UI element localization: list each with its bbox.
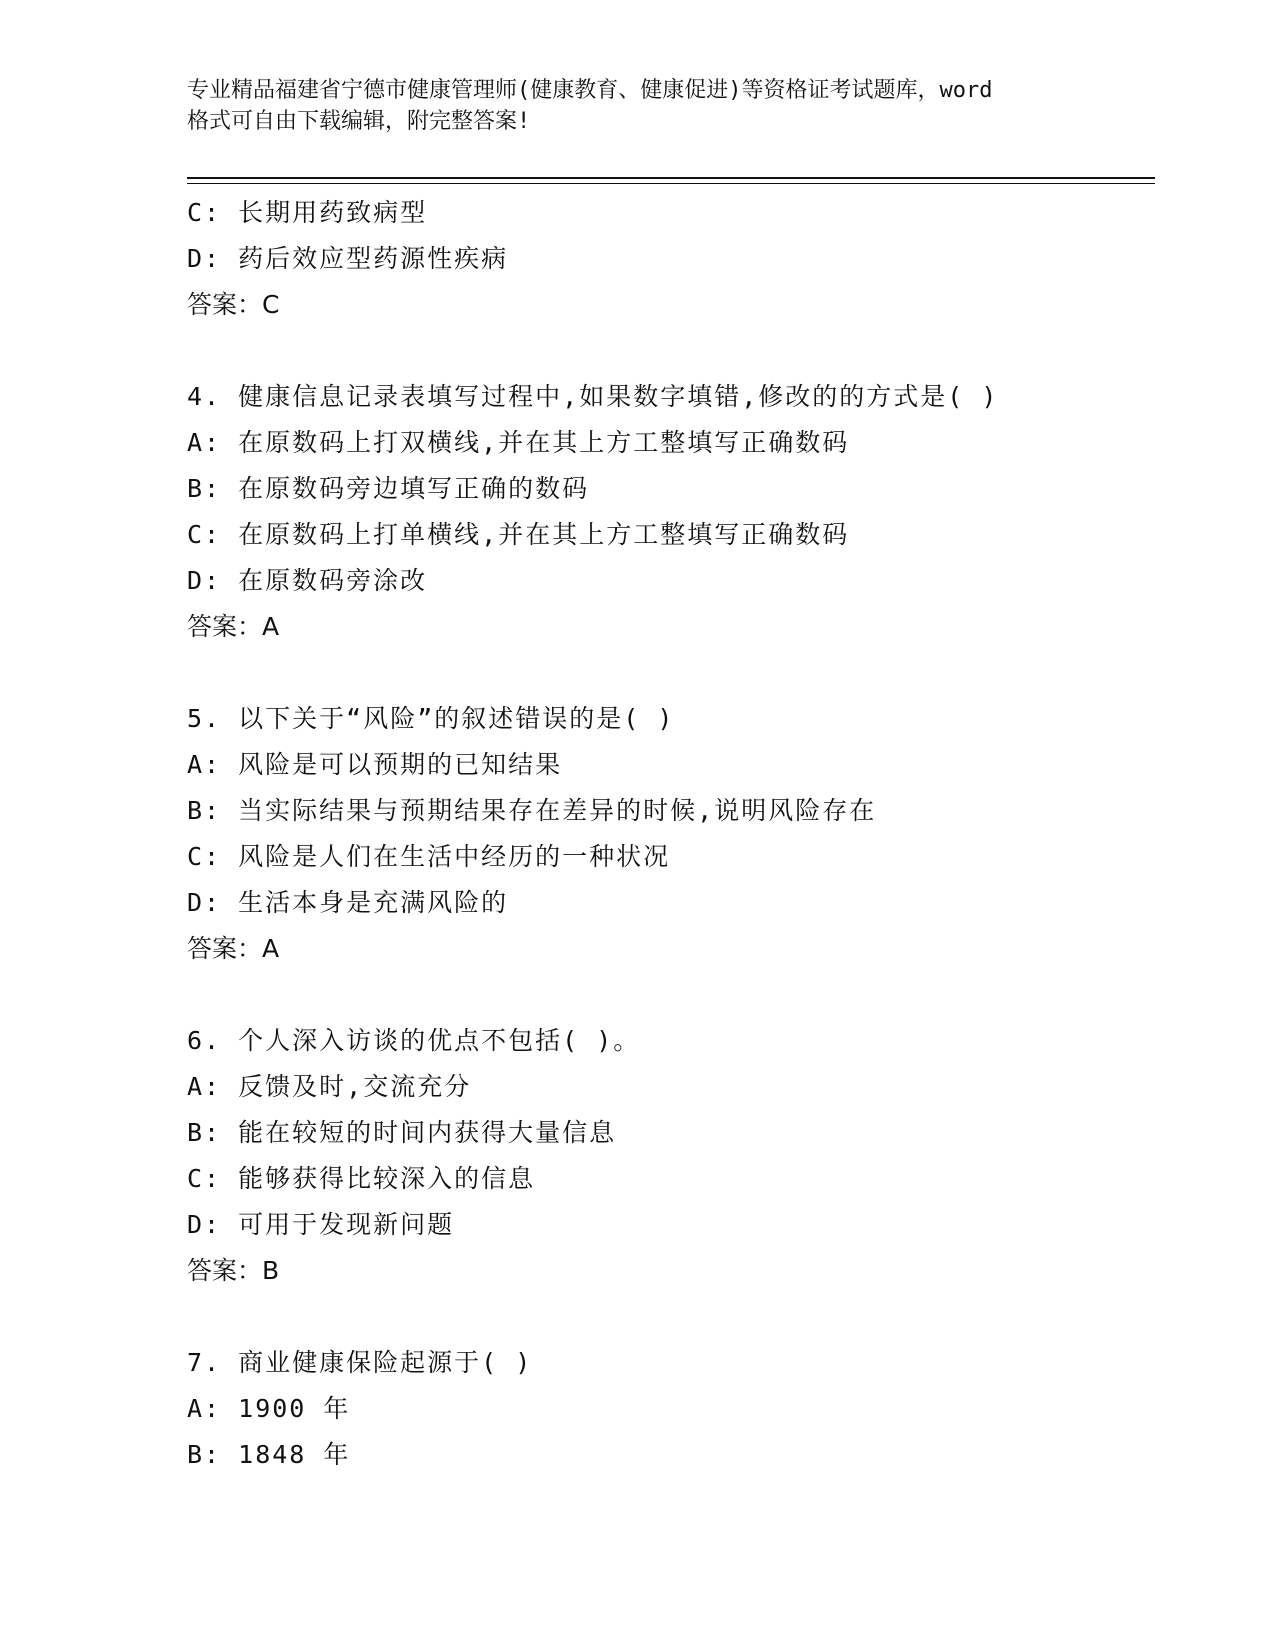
answer-line: 答案：B [187,1256,280,1285]
answer-line: 答案：A [187,934,280,963]
option-d: D: 在原数码旁涂改 [187,566,428,595]
option-c: C: 长期用药致病型 [187,198,428,227]
spacer [187,972,1155,1018]
question-block-7 [187,1340,1155,1478]
spacer [187,650,1155,696]
spacer [187,328,1155,374]
header-line-1: 专业精品福建省宁德市健康管理师(健康教育、健康促进)等资格证考试题库，word [187,78,993,103]
option-a: A: 风险是可以预期的已知结果 [187,750,563,779]
question-stem: 4. 健康信息记录表填写过程中,如果数字填错,修改的的方式是( ) [187,382,999,411]
option-d: D: 生活本身是充满风险的 [187,888,509,917]
question-block-3 [187,190,1155,328]
option-c: C: 风险是人们在生活中经历的一种状况 [187,842,671,871]
question-stem: 5. 以下关于“风险”的叙述错误的是( ) [187,704,675,733]
question-stem: 7. 商业健康保险起源于( ) [187,1348,533,1377]
question-block-4 [187,374,1155,650]
question-stem: 6. 个人深入访谈的优点不包括( )。 [187,1026,641,1055]
question-content [187,190,1155,1478]
question-block-5 [187,696,1155,972]
option-d: D: 药后效应型药源性疾病 [187,244,509,273]
header-divider-thick [187,177,1155,179]
option-a: A: 反馈及时,交流充分 [187,1072,472,1101]
answer-line: 答案：C [187,290,280,319]
option-b: B: 1848 年 [187,1440,351,1469]
document-header [187,75,1087,137]
header-divider-thin [187,183,1155,184]
option-b: B: 当实际结果与预期结果存在差异的时候,说明风险存在 [187,796,877,825]
option-a: A: 1900 年 [187,1394,351,1423]
question-block-6 [187,1018,1155,1294]
option-a: A: 在原数码上打双横线,并在其上方工整填写正确数码 [187,428,850,457]
option-c: C: 在原数码上打单横线,并在其上方工整填写正确数码 [187,520,850,549]
option-d: D: 可用于发现新问题 [187,1210,455,1239]
header-line-2: 格式可自由下载编辑，附完整答案! [187,109,531,134]
answer-line: 答案：A [187,612,280,641]
option-b: B: 能在较短的时间内获得大量信息 [187,1118,617,1147]
option-b: B: 在原数码旁边填写正确的数码 [187,474,590,503]
spacer [187,1294,1155,1340]
option-c: C: 能够获得比较深入的信息 [187,1164,536,1193]
